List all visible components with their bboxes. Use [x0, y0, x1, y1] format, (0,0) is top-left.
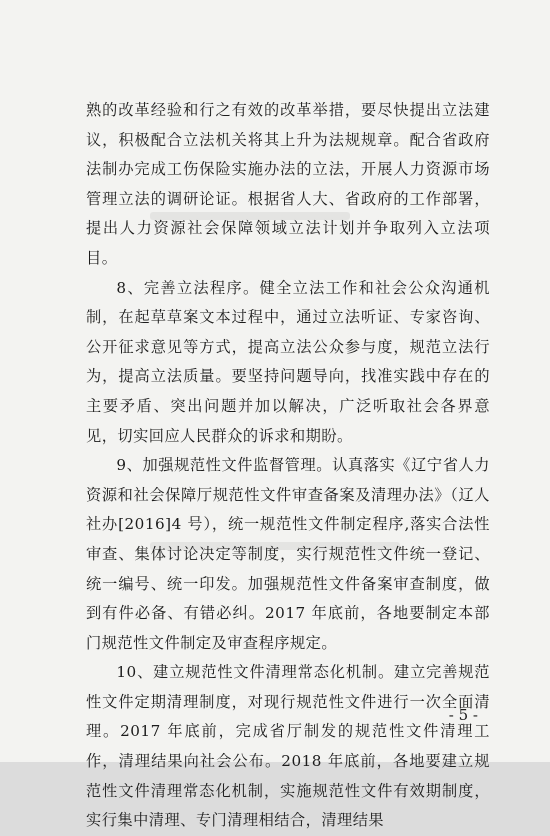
paragraph-item-10: 10、建立规范性文件清理常态化机制。建立完善规范性文件定期清理制度，对现行规范性文件进行一次全面清理。2017 年底前，完成省厅制发的规范性文件清理工作，清理结果向社会公布。2018 年底前，各地要建立规范性文件清理常态化机制，实施规范性文件有效期制度，实行集中清理、专门清理相结合，清理结果 — [86, 663, 490, 830]
paragraph-item-9: 9、加强规范性文件监督管理。认真落实《辽宁省人力资源和社会保障厅规范性文件审查备案及清理办法》（辽人社办[2016]4 号），统一规范性文件制定程序,落实合法性审查、集体讨论决定等制度，实行规范性文件统一登记、统一编号、统一印发。加强规范性文件备案审查制度，做到有件必备、有错必纠。2017 年底前，各地要制定本部门规范性文件制定及审查程序规定。 — [86, 456, 490, 652]
body-text — [86, 96, 490, 836]
page-number: - 5 - — [448, 706, 478, 724]
paragraph-continuation: 熟的改革经验和行之有效的改革举措，要尽快提出立法建议，积极配合立法机关将其上升为法规规章。配合省政府法制办完成工伤保险实施办法的立法，开展人力资源市场管理立法的调研论证。根据省人大、省政府的工作部署，提出人力资源社会保障领域立法计划并争取列入立法项目。 — [86, 101, 490, 267]
paragraph-item-8: 8、完善立法程序。健全立法工作和社会公众沟通机制，在起草草案文本过程中，通过立法听证、专家咨询、公开征求意见等方式，提高立法公众参与度，规范立法行为，提高立法质量。要坚持问题导向，找准实践中存在的主要矛盾、突出问题并加以解决，广泛听取社会各界意见，切实回应人民群众的诉求和期盼。 — [86, 278, 490, 445]
